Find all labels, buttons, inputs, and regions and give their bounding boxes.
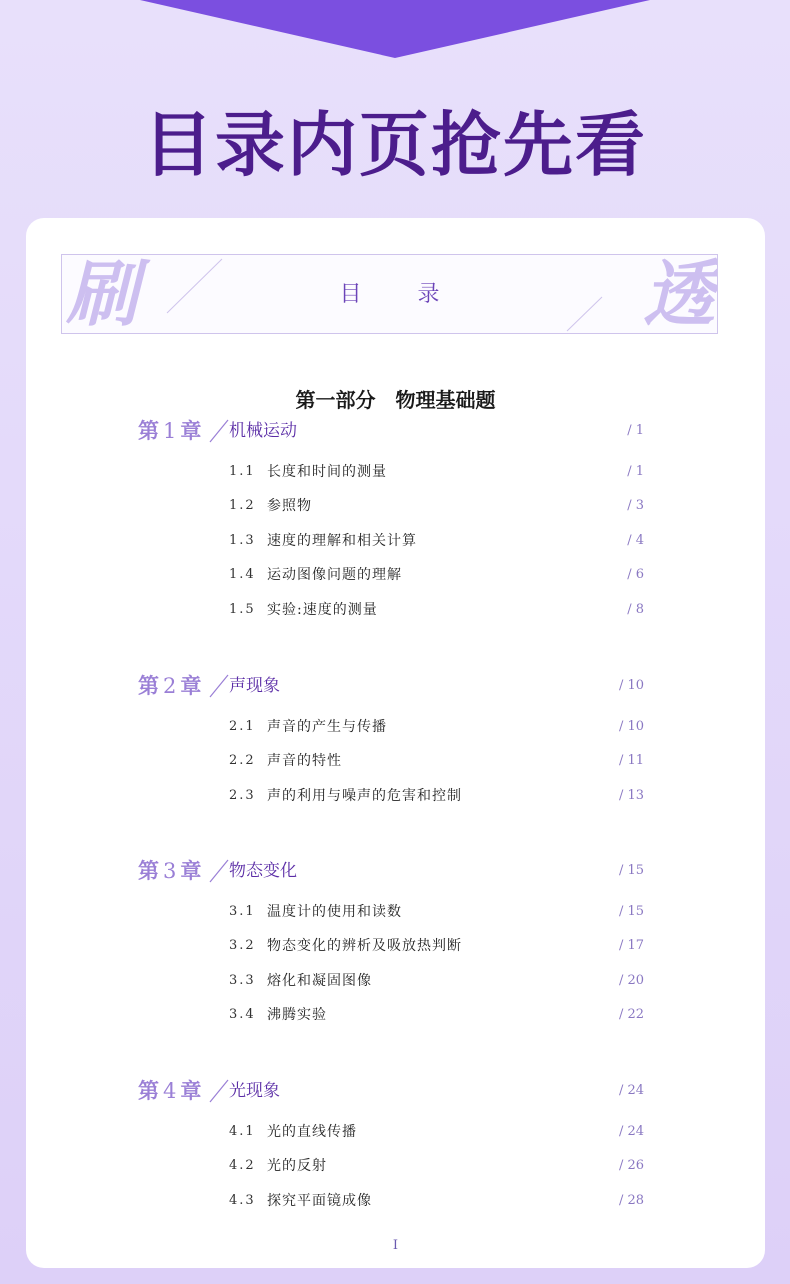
section-page: / 11 xyxy=(618,753,644,769)
section-page: / 13 xyxy=(618,787,644,803)
section-number: 1.2 xyxy=(229,498,256,514)
chapter-label xyxy=(138,856,201,886)
chapter-heading[interactable] xyxy=(138,1076,644,1106)
chapter-suffix: 章 xyxy=(180,858,202,883)
chapter-heading[interactable] xyxy=(138,671,644,701)
section-number: 1.4 xyxy=(229,567,256,583)
part-title: 第一部分 物理基础题 xyxy=(295,388,496,412)
chapter-prefix: 第 xyxy=(138,418,159,443)
section-page: / 1 xyxy=(627,464,644,479)
chapter-page: / 15 xyxy=(618,863,644,878)
section-page: / 20 xyxy=(618,972,644,988)
section-title: 探究平面镜成像 xyxy=(267,1192,372,1209)
section-title: 熔化和凝固图像 xyxy=(267,972,372,989)
section-title: 参照物 xyxy=(267,498,312,515)
section-page: / 24 xyxy=(618,1124,644,1139)
section-entry[interactable] xyxy=(229,934,644,958)
chapter-title: 光现象 xyxy=(229,1081,280,1101)
section-entry[interactable] xyxy=(229,563,644,587)
toc-banner xyxy=(61,254,718,334)
section-entry[interactable] xyxy=(229,494,644,518)
section-number: 1.1 xyxy=(229,464,256,479)
section-page: / 26 xyxy=(618,1158,644,1174)
section-page: / 28 xyxy=(618,1192,644,1208)
chapter-title: 声现象 xyxy=(229,676,280,696)
section-entry[interactable] xyxy=(229,900,644,924)
chapter-number: 2 xyxy=(163,674,177,698)
chapter-page: / 1 xyxy=(627,423,644,438)
section-page: / 8 xyxy=(627,601,644,617)
chapter-slash-icon xyxy=(208,1078,230,1104)
section-number: 4.1 xyxy=(229,1124,256,1139)
section-number: 2.3 xyxy=(229,787,256,803)
section-number: 4.2 xyxy=(229,1158,256,1174)
chapter-label xyxy=(138,1076,201,1106)
section-title: 沸腾实验 xyxy=(267,1007,327,1024)
chapter-label xyxy=(138,671,201,701)
section-page: / 17 xyxy=(618,938,644,954)
chapter-title: 物态变化 xyxy=(229,861,297,881)
section-title: 长度和时间的测量 xyxy=(267,464,387,480)
section-page: / 22 xyxy=(618,1007,644,1023)
section-entry[interactable] xyxy=(229,969,644,993)
chapter-page: / 24 xyxy=(618,1083,644,1098)
chapter-heading[interactable] xyxy=(138,416,644,446)
section-number: 1.3 xyxy=(229,532,256,548)
section-entry[interactable] xyxy=(229,529,644,553)
section-number: 3.1 xyxy=(229,904,256,919)
section-title: 光的反射 xyxy=(267,1158,327,1175)
section-page: / 15 xyxy=(618,904,644,919)
chapter-prefix: 第 xyxy=(138,858,159,883)
chapter-suffix: 章 xyxy=(180,1078,202,1103)
section-title: 光的直线传播 xyxy=(267,1124,357,1140)
top-chevron-decoration xyxy=(0,0,790,60)
section-number: 3.2 xyxy=(229,938,256,954)
brush-character-right: 透 xyxy=(642,254,715,334)
section-title: 声的利用与噪声的危害和控制 xyxy=(267,787,462,804)
page-headline: 目录内页抢先看 xyxy=(143,104,647,186)
chapter-title: 机械运动 xyxy=(229,421,297,441)
section-page: / 3 xyxy=(627,498,644,514)
section-number: 3.3 xyxy=(229,972,256,988)
section-page: / 10 xyxy=(618,719,644,734)
section-title: 物态变化的辨析及吸放热判断 xyxy=(267,938,462,955)
section-entry[interactable] xyxy=(229,1154,644,1178)
chapter-prefix: 第 xyxy=(138,673,159,698)
section-number: 1.5 xyxy=(229,601,256,617)
section-number: 3.4 xyxy=(229,1007,256,1023)
section-title: 声音的产生与传播 xyxy=(267,719,387,735)
footer-page-number: I xyxy=(392,1238,399,1253)
section-title: 实验:速度的测量 xyxy=(267,601,378,618)
section-entry[interactable] xyxy=(229,460,644,484)
section-page: / 6 xyxy=(627,567,644,583)
section-page: / 4 xyxy=(627,532,644,548)
section-entry[interactable] xyxy=(229,784,644,808)
section-number: 2.1 xyxy=(229,719,256,734)
chapter-slash-icon xyxy=(208,418,230,444)
section-number: 2.2 xyxy=(229,753,256,769)
section-title: 温度计的使用和读数 xyxy=(267,904,402,920)
brush-character-left: 刷 xyxy=(66,254,139,334)
section-title: 运动图像问题的理解 xyxy=(267,567,402,584)
section-title: 声音的特性 xyxy=(267,753,342,770)
chapter-heading[interactable] xyxy=(138,856,644,886)
chapter-slash-icon xyxy=(208,673,230,699)
chapter-suffix: 章 xyxy=(180,418,202,443)
chapter-number: 3 xyxy=(163,859,177,883)
chapter-slash-icon xyxy=(208,858,230,884)
chapter-label xyxy=(138,416,201,446)
toc-card xyxy=(26,218,765,1268)
section-entry[interactable] xyxy=(229,1189,644,1213)
chapter-page: / 10 xyxy=(618,678,644,693)
chapter-number: 1 xyxy=(163,419,177,443)
section-entry[interactable] xyxy=(229,749,644,773)
toc-title: 目录 xyxy=(339,282,496,307)
section-entry[interactable] xyxy=(229,598,644,622)
chapter-prefix: 第 xyxy=(138,1078,159,1103)
section-number: 4.3 xyxy=(229,1192,256,1208)
section-title: 速度的理解和相关计算 xyxy=(267,532,417,549)
chapter-suffix: 章 xyxy=(180,673,202,698)
chapter-number: 4 xyxy=(163,1079,177,1103)
section-entry[interactable] xyxy=(229,1120,644,1144)
section-entry[interactable] xyxy=(229,715,644,739)
section-entry[interactable] xyxy=(229,1003,644,1027)
